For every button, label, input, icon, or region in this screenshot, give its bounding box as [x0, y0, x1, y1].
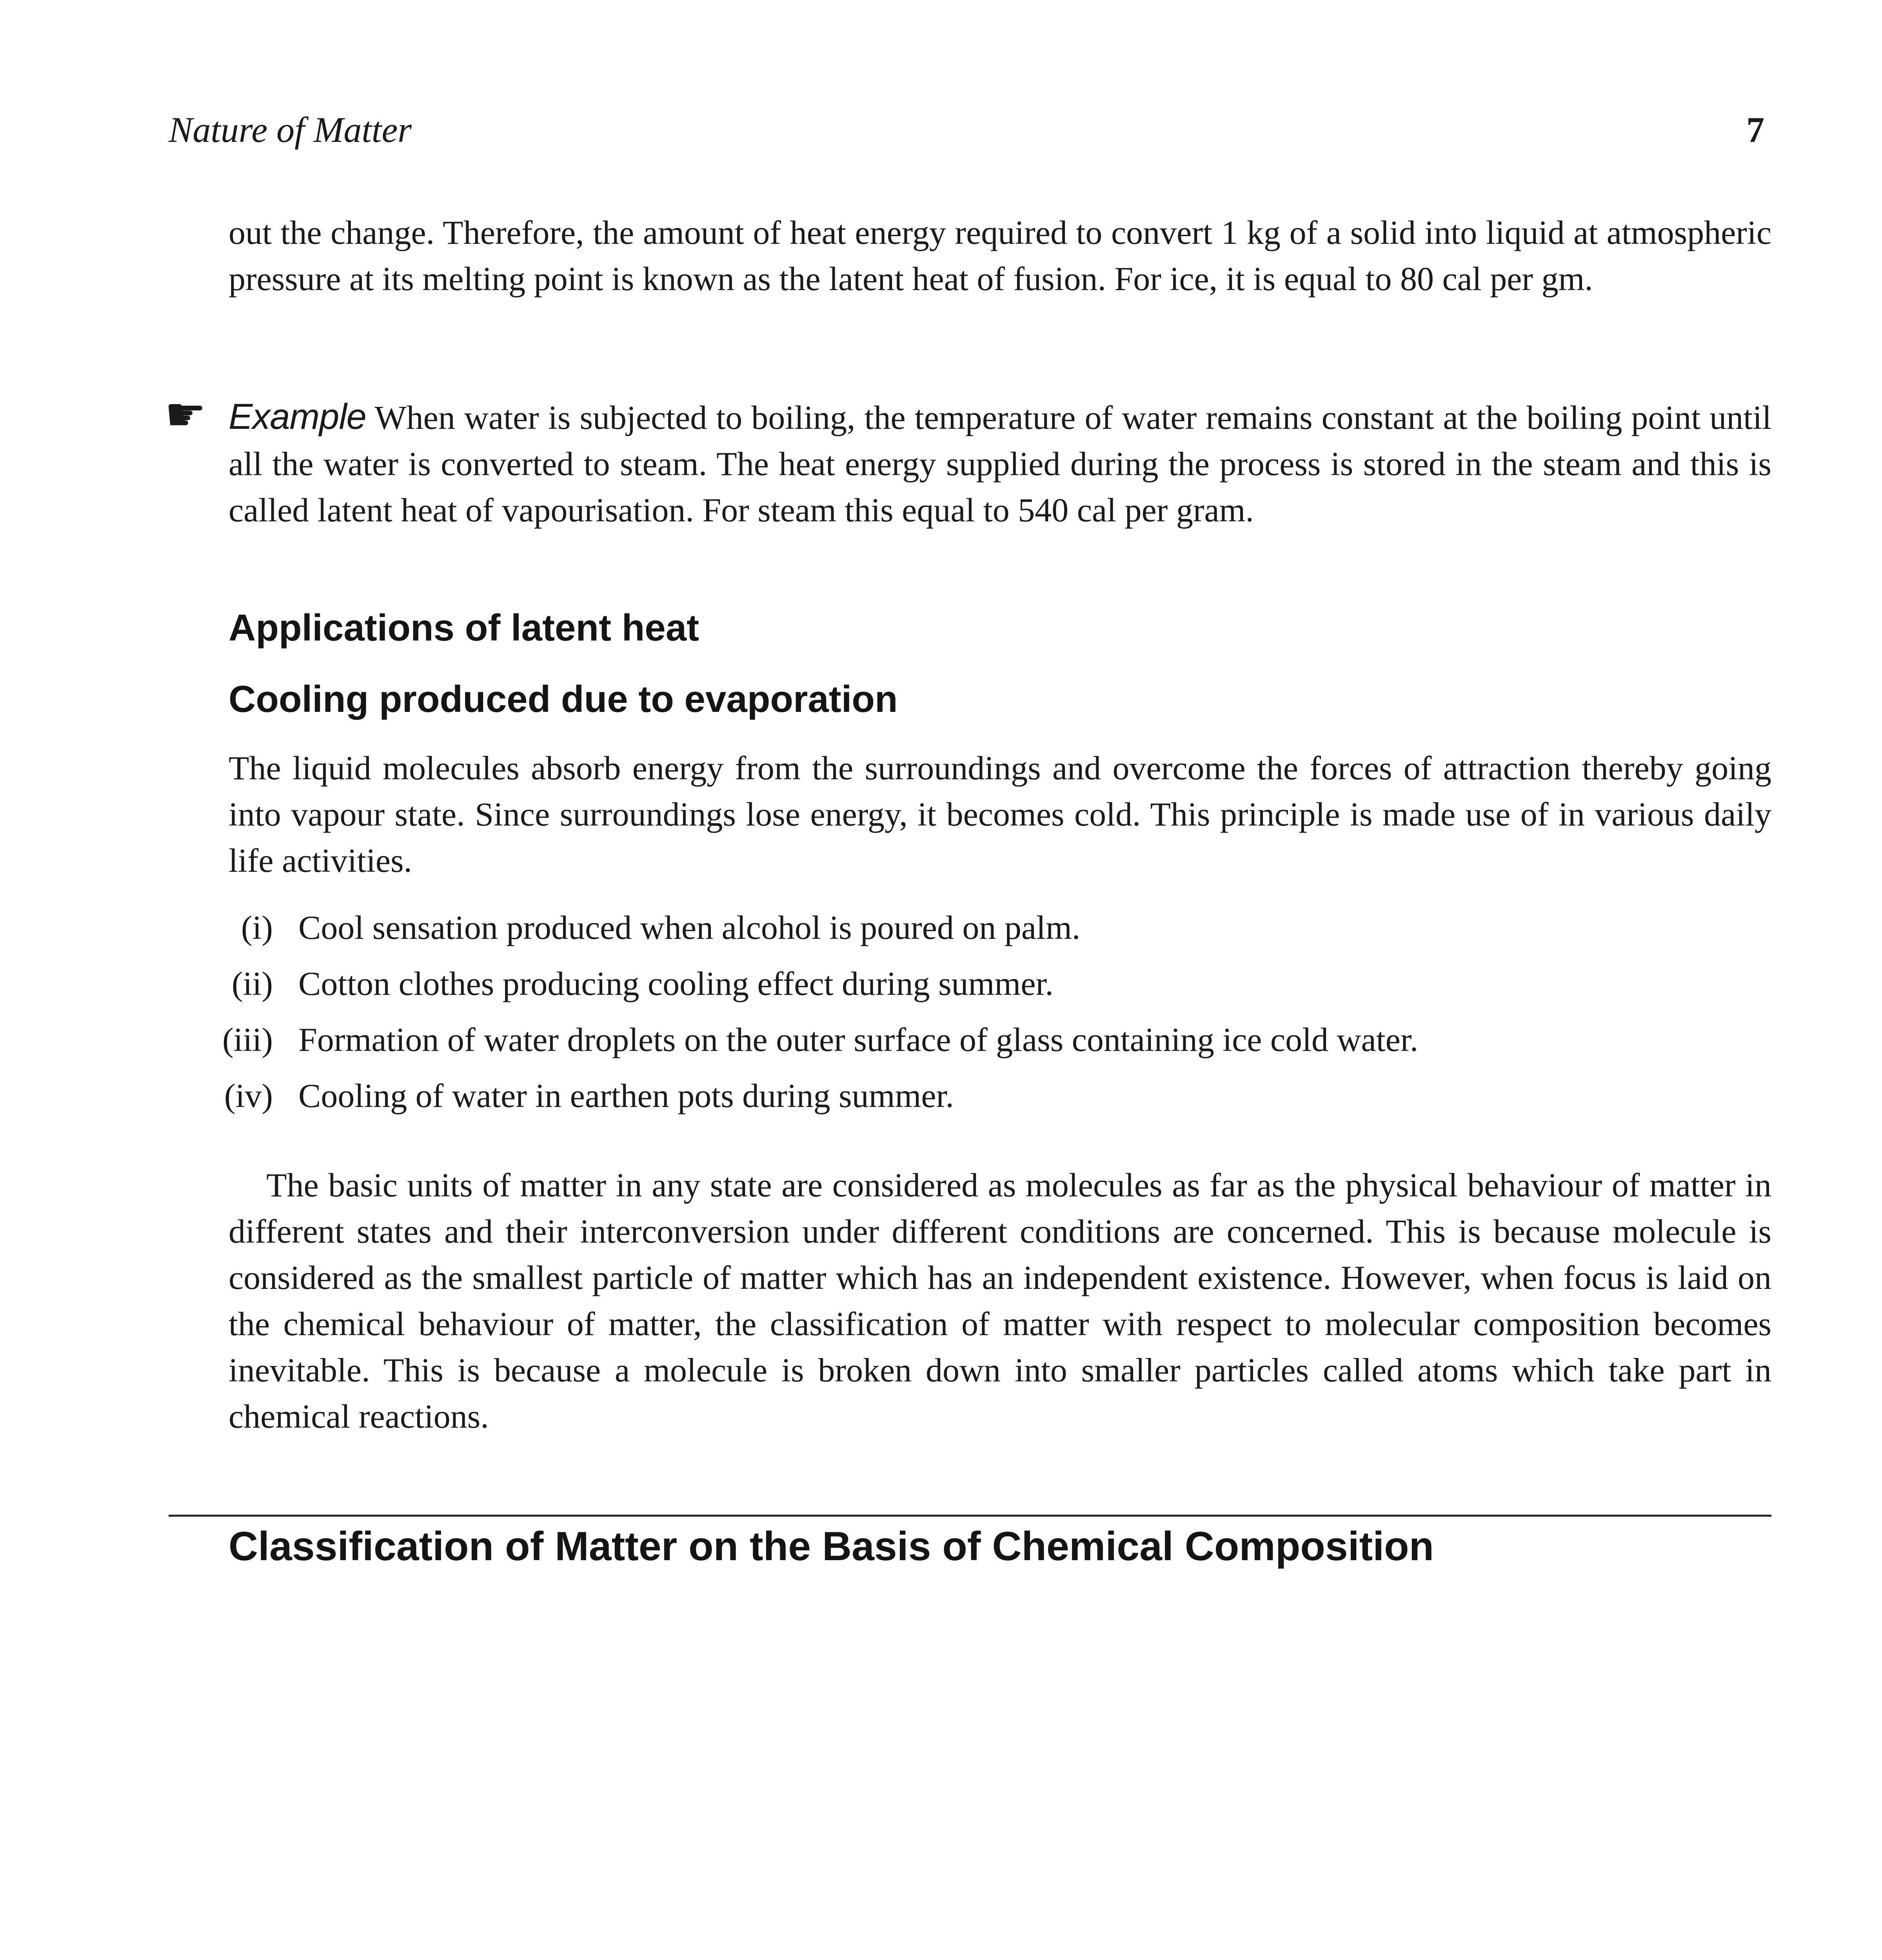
heading-cooling-evaporation: Cooling produced due to evaporation — [229, 678, 898, 720]
heading-applications-latent-heat: Applications of latent heat — [229, 607, 699, 649]
activity-list — [222, 904, 1771, 1129]
list-item-text: Cotton clothes producing cooling effect during summer. — [298, 965, 1054, 1002]
list-item-text: Cooling of water in earthen pots during summer. — [298, 1077, 954, 1114]
pointing-hand-icon: ☛ — [165, 389, 206, 441]
list-item-text: Formation of water droplets on the outer surface of glass containing ice cold water. — [298, 1021, 1419, 1058]
paragraph-latent-heat-fusion: out the change. Therefore, the amount of heat energy required to convert 1 kg of a solid into liquid at atmospheric pressure at its melting point is known as the latent heat of fusion. For ice, it is equal to 80 cal per gm. — [229, 214, 1771, 298]
list-item-number: (iii) — [222, 1021, 273, 1058]
list-item — [229, 904, 1771, 960]
list-item-number: (i) — [241, 909, 273, 946]
list-item-number: (iv) — [224, 1077, 273, 1114]
example-label: Example — [229, 397, 366, 437]
list-item — [229, 960, 1771, 1016]
list-item — [224, 1073, 1771, 1129]
section-divider — [169, 1515, 1771, 1517]
paragraph-basic-units: The basic units of matter in any state are considered as molecules as far as the physical behaviour of matter in different states and their interconversion under different conditions are concerned. This is because molecule is considered as the smallest particle of matter which has an independent existence. However, when focus is laid on the chemical behaviour of matter, the classification of matter with respect to molecular composition becomes inevitable. This is because a molecule is broken down into smaller particles called atoms which take part in chemical reactions. — [229, 1166, 1771, 1435]
page-number: 7 — [1746, 110, 1764, 150]
example-text: When water is subjected to boiling, the temperature of water remains constant at the boiling point until all the water is converted to steam. The heat energy supplied during the process is stored in the steam and this is called latent heat of vapourisation. For steam this equal to 540 cal per gram. — [229, 399, 1771, 529]
list-item — [222, 1016, 1771, 1073]
list-item-text: Cool sensation produced when alcohol is poured on palm. — [298, 909, 1081, 946]
running-head: Nature of Matter — [169, 110, 412, 150]
example-paragraph — [229, 394, 1771, 533]
heading-classification-matter: Classification of Matter on the Basis of Chemical Composition — [229, 1524, 1434, 1569]
paragraph-cooling: The liquid molecules absorb energy from the surroundings and overcome the forces of attraction thereby going into vapour state. Since surroundings lose energy, it becomes cold. This principle is made use of in various daily life activities. — [229, 749, 1771, 879]
list-item-number: (ii) — [231, 965, 273, 1002]
figure-placeholder — [229, 1607, 1771, 1960]
